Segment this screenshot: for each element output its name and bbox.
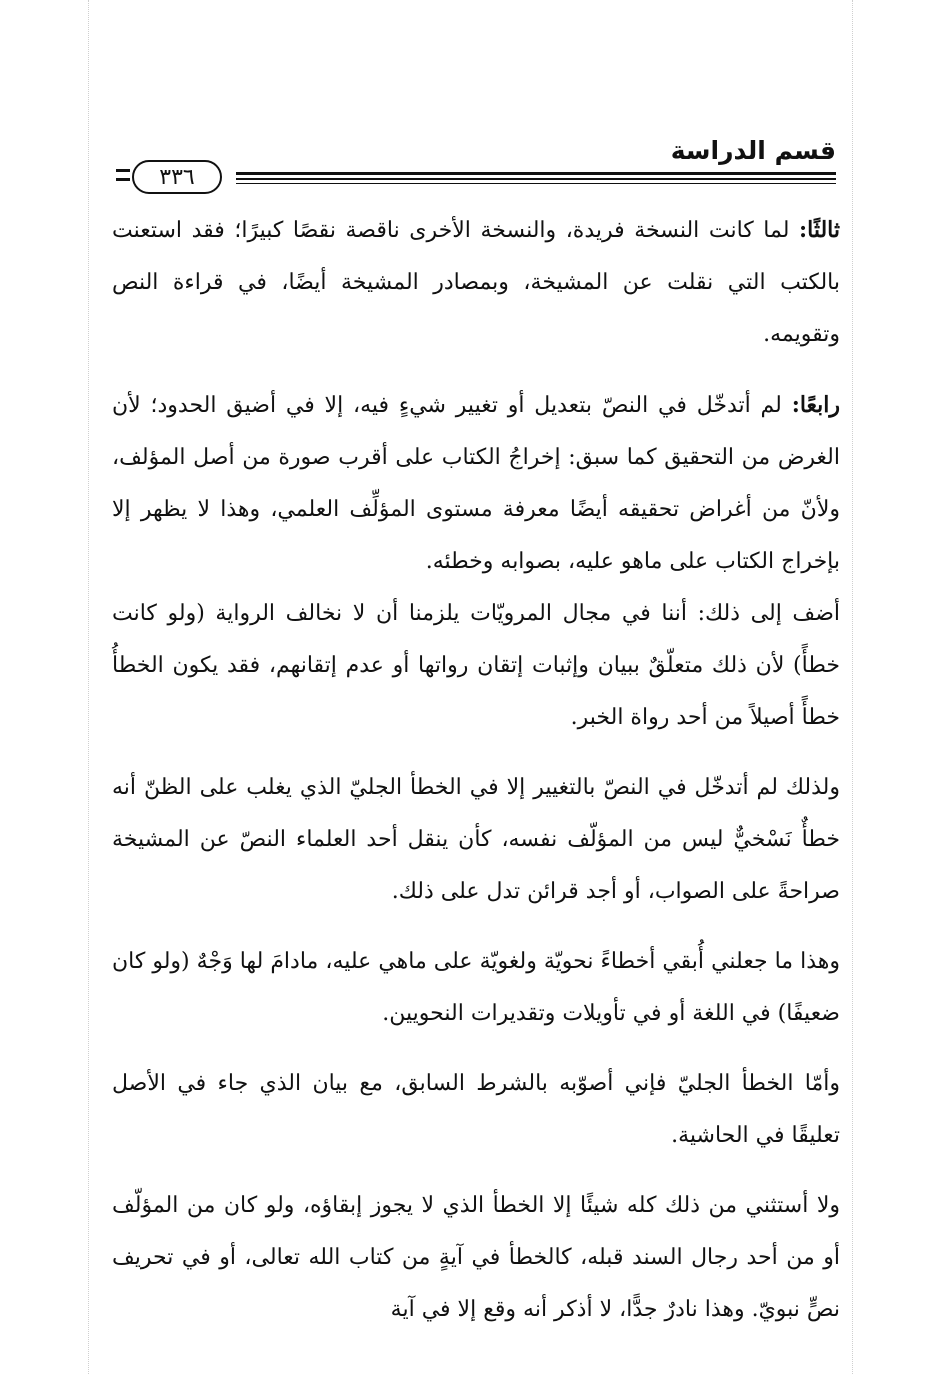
body-text (112, 204, 840, 1354)
paragraph (112, 588, 840, 744)
margin-guide-left (88, 0, 89, 1374)
page-number: ٣٣٦ (132, 160, 222, 194)
paragraph-lead: ثالثًا: (799, 217, 840, 243)
paragraph-third-point (112, 204, 840, 361)
paragraph-text: لم أتدخّل في النصّ بتعديل أو تغيير شيءٍ فيه، إلا في أضيق الحدود؛ لأن الغرض من التحقيق كما سبق: إخراجُ الكتاب على أقرب صورة من أصل المؤلف، ولأنّ من أغراض تحقيقه أيضًا معرفة مستوى المؤلِّف العلمي، وهذا لا يظهر إلا بإخراج الكتاب على ماهو عليه، بصوابه وخطئه. (112, 393, 840, 574)
paragraph-text: لما كانت النسخة فريدة، والنسخة الأخرى ناقصة نقصًا كبيرًا؛ فقد استعنت بالكتب التي نقلت عن المشيخة، وبمصادر المشيخة أيضًا، في قراءة النص وتقويمه. (112, 218, 840, 347)
paragraph-fourth-point (112, 379, 840, 588)
paragraph-text: أضف إلى ذلك: أننا في مجال المرويّات يلزمنا أن لا نخالف الرواية (ولو كانت خطأً) لأن ذلك متعلّقٌ ببيان وإثبات إتقان رواتها أو عدم إتقانهم، فقد يكون الخطأُ خطأً أصيلاً من أحد رواة الخبر. (112, 601, 840, 730)
paragraph-text: ولا أستثني من ذلك كله شيئًا إلا الخطأ الذي لا يجوز إبقاؤه، ولو كان من المؤلّف أو من أحد رجال السند قبله، كالخطأ في آيةٍ من كتاب الله تعالى، أو في تحريف نصٍّ نبويّ. وهذا نادرٌ جدًّا، لا أذكر أنه وقع إلا في آية (112, 1193, 840, 1322)
running-header (118, 136, 836, 192)
paragraph-text: وهذا ما جعلني أُبقي أخطاءً نحويّة ولغويّة على ماهي عليه، مادامَ لها وَجْهٌ (ولو كان ضعيفًا) في اللغة أو في تأويلات وتقديرات النحويين. (112, 949, 840, 1026)
paragraph (112, 1180, 840, 1336)
paragraph-text: وأمّا الخطأ الجليّ فإني أصوّبه بالشرط السابق، مع بيان الذي جاء في الأصل تعليقًا في الحاشية. (112, 1071, 840, 1148)
paragraph (112, 936, 840, 1040)
paragraph (112, 1058, 840, 1162)
paragraph-lead: رابعًا: (791, 392, 840, 418)
page-number-badge (118, 158, 236, 196)
paragraph (112, 762, 840, 918)
paragraph-text: ولذلك لم أتدخّل في النصّ بالتغيير إلا في الخطأ الجليّ الذي يغلب على الظنّ أنه خطأٌ نَسْخيٌّ ليس من المؤلّف نفسه، كأن ينقل أحد العلماء النصّ عن المشيخة صراحةً على الصواب، أو أجد قرائن تدل على ذلك. (112, 775, 840, 904)
badge-ornament (116, 169, 130, 181)
margin-guide-right (852, 0, 853, 1374)
section-title: قسم الدراسة (670, 136, 836, 165)
